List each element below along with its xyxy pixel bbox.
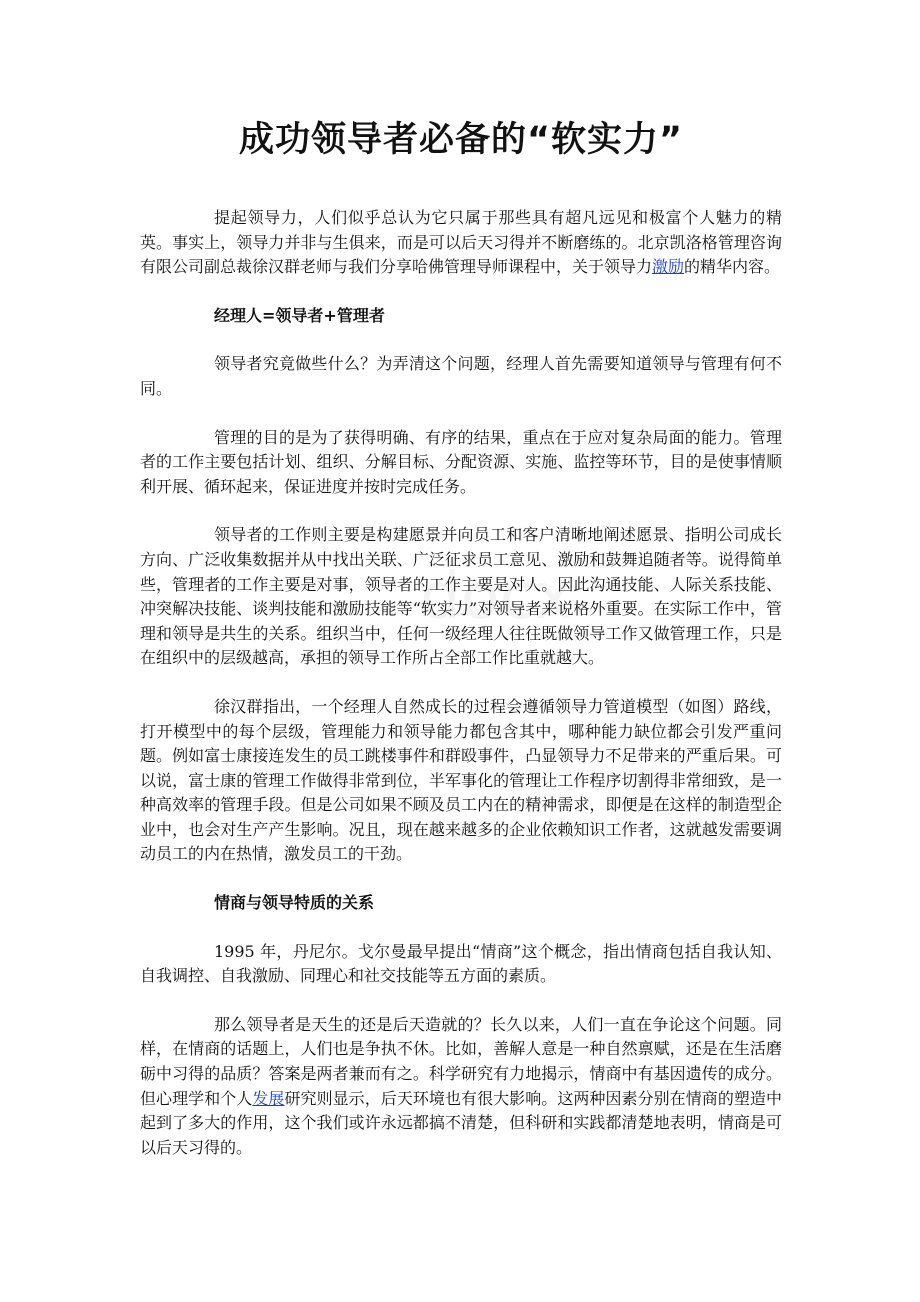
section-heading-eq: 情商与领导特质的关系 bbox=[214, 893, 375, 913]
document-page bbox=[140, 112, 782, 1184]
incentive-link[interactable]: 激励 bbox=[652, 257, 685, 277]
development-link[interactable]: 发展 bbox=[252, 1088, 285, 1108]
paragraph-intro bbox=[140, 206, 782, 280]
paragraph-leader-question: 领导者究竟做些什么？为弄清这个问题，经理人首先需要知道领导与管理有何不同。 bbox=[140, 354, 782, 398]
paragraph-leadership-pipeline: 徐汉群指出，一个经理人自然成长的过程会遵循领导力管道模型（如图）路线，打开模型中的每个层级，管理能力和领导能力都包含其中，哪种能力缺位都会引发严重问题。例如富士康接连发生的员工跳楼事件和群殴事件，凸显领导力不足带来的严重后果。可以说，富士康的管理工作做得非常到位，半军事化的管理让工作程序切割得非常细致，是一种高效率的管理手段。但是公司如果不顾及员工内在的精神需求，即便是在这样的制造型企业中，也会对生产产生影响。况且，现在越来越多的企业依赖知识工作者，这就越发需要调动员工的内在热情，激发员工的干劲。 bbox=[140, 696, 782, 864]
paragraph-text: 那么领导者是天生的还是后天造就的？长久以来，人们一直在争论这个问题。同样，在情商的话题上，人们也是争执不休。比如，善解人意是一种自然禀赋，还是在生活磨砺中习得的品质？答案是两者兼而有之。科学研究有力地揭示，情商中有基因遗传的成分。但心理学和个人 bbox=[140, 1014, 782, 1108]
paragraph-text: 提起领导力，人们似乎总认为它只属于那些具有超凡远见和极富个人魅力的精英。事实上，领导力并非与生俱来，而是可以后天习得并不断磨练的。北京凯洛格管理咨询有限公司副总裁徐汉群老师与我们分享哈佛管理导师课程中，关于领导力 bbox=[140, 208, 782, 277]
paragraph-nature-nurture bbox=[140, 1013, 782, 1161]
section-heading-manager: 经理人=领导者+管理者 bbox=[214, 305, 385, 325]
paragraph-text: 的精华内容。 bbox=[684, 257, 781, 277]
paragraph-text: 研究则显示，后天环境也有很大影响。这两种因素分别在情商的塑造中起到了多大的作用，这个我们或许永远都搞不清楚，但科研和实践都清楚地表明，情商是可以后天习得的。 bbox=[140, 1088, 782, 1157]
paragraph-management-purpose: 管理的目的是为了获得明确、有序的结果，重点在于应对复杂局面的能力。管理者的工作主要包括计划、组织、分解目标、分配资源、实施、监控等环节，目的是使事情顺利开展、循环起来，保证进度并按时完成任务。 bbox=[140, 427, 782, 496]
paragraph-eq-concept: 1995 年，丹尼尔。戈尔曼最早提出“情商”这个概念，指出情商包括自我认知、自我调控、自我激励、同理心和社交技能等五方面的素质。 bbox=[140, 941, 782, 986]
paragraph-leader-work: 领导者的工作则主要是构建愿景并向员工和客户清晰地阐述愿景、指明公司成长方向、广泛收集数据并从中找出关联、广泛征求员工意见、激励和鼓舞追随者等。说得简单些，管理者的工作主要是对事，领导者的工作主要是对人。因此沟通技能、人际关系技能、冲突解决技能、谈判技能和激励技能等“软实力”对领导者来说格外重要。在实际工作中，管理和领导是共生的关系。组织当中，任何一级经理人往往既做领导工作又做管理工作，只是在组织中的层级越高，承担的领导工作所占全部工作比重就越大。 bbox=[140, 525, 782, 668]
document-title: 成功领导者必备的“软实力” bbox=[238, 120, 683, 160]
